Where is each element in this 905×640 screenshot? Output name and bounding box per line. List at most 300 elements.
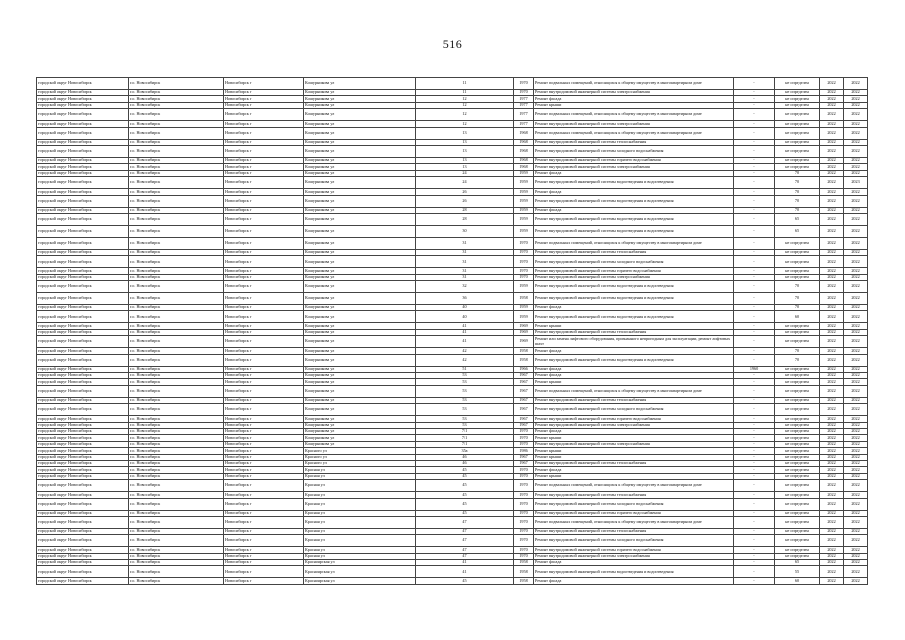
cell-settlement: г.о. Новосибирск bbox=[129, 448, 224, 454]
cell-street: Кошурникова ул bbox=[304, 366, 416, 372]
cell-end: 2022 bbox=[844, 467, 868, 473]
cell-cost: - bbox=[734, 274, 775, 280]
cell-year: 1970 bbox=[514, 249, 534, 255]
cell-work: Ремонт фасада bbox=[534, 428, 734, 434]
cell-cost: - bbox=[734, 127, 775, 139]
cell-work: Ремонт внутридомовой инженерной системы электроснабжения bbox=[534, 164, 734, 170]
cell-locality: Новосибирск г bbox=[224, 145, 304, 157]
cell-cost: - bbox=[734, 249, 775, 255]
cell-work: Ремонт внутридомовой инженерной системы водоотведения и водоотведения bbox=[534, 225, 734, 237]
cell-house: 42 bbox=[416, 348, 514, 354]
cell-work: Ремонт внутридомовой инженерной системы холодного водоснабжения bbox=[534, 535, 734, 547]
cell-street: Кошурникова ул bbox=[304, 379, 416, 385]
cell-cost: - bbox=[734, 305, 775, 311]
cell-street: Кошурникова ул bbox=[304, 249, 416, 255]
cell-house: 53 bbox=[416, 422, 514, 428]
cell-term: 70 bbox=[775, 293, 820, 305]
cell-term: не определен bbox=[775, 249, 820, 255]
cell-locality: Новосибирск г bbox=[224, 293, 304, 305]
cell-term: не определен bbox=[775, 510, 820, 516]
cell-locality: Новосибирск г bbox=[224, 102, 304, 108]
cell-term: 65 bbox=[775, 225, 820, 237]
cell-end: 2023 bbox=[844, 177, 868, 189]
cell-district: городской округ Новосибирск bbox=[37, 281, 129, 293]
cell-settlement: г.о. Новосибирск bbox=[129, 139, 224, 145]
cell-end: 2022 bbox=[844, 528, 868, 534]
cell-settlement: г.о. Новосибирск bbox=[129, 547, 224, 553]
cell-work: Ремонт внутридомовой инженерной системы водоотведения и водоотведения bbox=[534, 566, 734, 578]
cell-year: 1969 bbox=[514, 336, 534, 348]
cell-work: Ремонт крыши bbox=[534, 323, 734, 329]
cell-end: 2022 bbox=[844, 366, 868, 372]
cell-term: не определен bbox=[775, 366, 820, 372]
cell-street: Красного ул bbox=[304, 454, 416, 460]
cell-end: 2022 bbox=[844, 78, 868, 90]
cell-locality: Новосибирск г bbox=[224, 213, 304, 225]
cell-start: 2022 bbox=[820, 373, 844, 379]
cell-year: 1970 bbox=[514, 553, 534, 559]
cell-term: не определен bbox=[775, 448, 820, 454]
cell-locality: Новосибирск г bbox=[224, 467, 304, 473]
cell-street: Кошурникова ул bbox=[304, 281, 416, 293]
cell-end: 2022 bbox=[844, 578, 868, 584]
cell-year: 1970 bbox=[514, 441, 534, 447]
cell-term: не определен bbox=[775, 535, 820, 547]
cell-work: Ремонт фасада bbox=[534, 170, 734, 176]
cell-street: Кошурникова ул bbox=[304, 416, 416, 422]
cell-start: 2022 bbox=[820, 78, 844, 90]
cell-end: 2022 bbox=[844, 547, 868, 553]
cell-settlement: г.о. Новосибирск bbox=[129, 311, 224, 323]
cell-street: Красная ул bbox=[304, 547, 416, 553]
cell-end: 2022 bbox=[844, 189, 868, 195]
cell-end: 2022 bbox=[844, 510, 868, 516]
cell-street: Кошурникова ул bbox=[304, 139, 416, 145]
table-row bbox=[37, 225, 868, 237]
cell-district: городской округ Новосибирск bbox=[37, 207, 129, 213]
cell-settlement: г.о. Новосибирск bbox=[129, 578, 224, 584]
cell-work: Ремонт внутридомовой инженерной системы горячего водоснабжения bbox=[534, 416, 734, 422]
cell-work: Ремонт внутридомовой инженерной системы водоотведения и водоотведения bbox=[534, 195, 734, 207]
cell-locality: Новосибирск г bbox=[224, 560, 304, 566]
cell-settlement: г.о. Новосибирск bbox=[129, 164, 224, 170]
cell-cost: - bbox=[734, 348, 775, 354]
cell-locality: Новосибирск г bbox=[224, 225, 304, 237]
cell-start: 2022 bbox=[820, 256, 844, 268]
cell-term: не определен bbox=[775, 121, 820, 127]
cell-work: Ремонт внутридомовой инженерной системы теплоснабжения bbox=[534, 329, 734, 335]
cell-settlement: г.о. Новосибирск bbox=[129, 397, 224, 403]
cell-district: городской округ Новосибирск bbox=[37, 435, 129, 441]
cell-end: 2022 bbox=[844, 96, 868, 102]
cell-work: Ремонт внутридомовой инженерной системы горячего водоснабжения bbox=[534, 547, 734, 553]
cell-house: 45 bbox=[416, 578, 514, 584]
cell-house: 7/1 bbox=[416, 428, 514, 434]
cell-year: 1969 bbox=[514, 323, 534, 329]
cell-end: 2022 bbox=[844, 329, 868, 335]
cell-term: не определен bbox=[775, 336, 820, 348]
cell-house: 53 bbox=[416, 397, 514, 403]
cell-start: 2022 bbox=[820, 397, 844, 403]
cell-district: городской округ Новосибирск bbox=[37, 422, 129, 428]
cell-year: 1959 bbox=[514, 177, 534, 189]
cell-year: 1958 bbox=[514, 566, 534, 578]
cell-locality: Новосибирск г bbox=[224, 329, 304, 335]
cell-district: городской округ Новосибирск bbox=[37, 354, 129, 366]
cell-year: 1959 bbox=[514, 195, 534, 207]
cell-end: 2022 bbox=[844, 516, 868, 528]
cell-locality: Новосибирск г bbox=[224, 348, 304, 354]
cell-cost: - bbox=[734, 473, 775, 479]
cell-start: 2022 bbox=[820, 435, 844, 441]
cell-settlement: г.о. Новосибирск bbox=[129, 416, 224, 422]
cell-work: Ремонт внутридомовой инженерной системы холодного водоснабжения bbox=[534, 498, 734, 510]
cell-cost: - bbox=[734, 547, 775, 553]
cell-house: 45 bbox=[416, 480, 514, 492]
cell-house: 47 bbox=[416, 547, 514, 553]
table-row bbox=[37, 293, 868, 305]
cell-start: 2022 bbox=[820, 553, 844, 559]
cell-district: городской округ Новосибирск bbox=[37, 416, 129, 422]
cell-locality: Новосибирск г bbox=[224, 553, 304, 559]
cell-house: 12 bbox=[416, 121, 514, 127]
cell-street: Кошурникова ул bbox=[304, 305, 416, 311]
cell-year: 1970 bbox=[514, 473, 534, 479]
cell-house: 53 bbox=[416, 385, 514, 397]
cell-settlement: г.о. Новосибирск bbox=[129, 460, 224, 466]
cell-house: 12 bbox=[416, 102, 514, 108]
cell-house: 24 bbox=[416, 170, 514, 176]
cell-year: 1970 bbox=[514, 78, 534, 90]
cell-end: 2022 bbox=[844, 416, 868, 422]
cell-house: 31 bbox=[416, 256, 514, 268]
cell-locality: Новосибирск г bbox=[224, 547, 304, 553]
cell-cost: - bbox=[734, 281, 775, 293]
cell-district: городской округ Новосибирск bbox=[37, 249, 129, 255]
cell-year: 1967 bbox=[514, 416, 534, 422]
cell-settlement: г.о. Новосибирск bbox=[129, 109, 224, 121]
cell-cost: - bbox=[734, 90, 775, 96]
cell-term: не определен bbox=[775, 528, 820, 534]
cell-street: Кошурникова ул bbox=[304, 189, 416, 195]
cell-term: не определен bbox=[775, 78, 820, 90]
cell-start: 2022 bbox=[820, 311, 844, 323]
cell-cost: - bbox=[734, 311, 775, 323]
cell-street: Кошурникова ул bbox=[304, 145, 416, 157]
cell-locality: Новосибирск г bbox=[224, 177, 304, 189]
cell-end: 2022 bbox=[844, 256, 868, 268]
cell-start: 2022 bbox=[820, 422, 844, 428]
cell-settlement: г.о. Новосибирск bbox=[129, 329, 224, 335]
table-row bbox=[37, 480, 868, 492]
cell-end: 2022 bbox=[844, 473, 868, 479]
cell-cost: - bbox=[734, 435, 775, 441]
cell-term: не определен bbox=[775, 404, 820, 416]
cell-settlement: г.о. Новосибирск bbox=[129, 78, 224, 90]
cell-cost: - bbox=[734, 560, 775, 566]
cell-street: Красная ул bbox=[304, 473, 416, 479]
cell-term: не определен bbox=[775, 498, 820, 510]
cell-locality: Новосибирск г bbox=[224, 274, 304, 280]
cell-house: 45 bbox=[416, 510, 514, 516]
cell-locality: Новосибирск г bbox=[224, 480, 304, 492]
cell-start: 2022 bbox=[820, 249, 844, 255]
cell-district: городской округ Новосибирск bbox=[37, 516, 129, 528]
cell-street: Кошурникова ул bbox=[304, 404, 416, 416]
cell-house: 47 bbox=[416, 528, 514, 534]
cell-cost: - bbox=[734, 422, 775, 428]
cell-street: Кошурникова ул bbox=[304, 90, 416, 96]
cell-locality: Новосибирск г bbox=[224, 139, 304, 145]
cell-district: городской округ Новосибирск bbox=[37, 428, 129, 434]
cell-street: Кошурникова ул bbox=[304, 225, 416, 237]
cell-end: 2022 bbox=[844, 454, 868, 460]
cell-house: 51 bbox=[416, 366, 514, 372]
cell-district: городской округ Новосибирск bbox=[37, 329, 129, 335]
cell-end: 2022 bbox=[844, 553, 868, 559]
cell-end: 2022 bbox=[844, 422, 868, 428]
cell-start: 2022 bbox=[820, 121, 844, 127]
cell-year: 1959 bbox=[514, 225, 534, 237]
cell-street: Красная ул bbox=[304, 480, 416, 492]
cell-district: городской округ Новосибирск bbox=[37, 90, 129, 96]
cell-cost: - bbox=[734, 373, 775, 379]
cell-cost: - bbox=[734, 293, 775, 305]
cell-settlement: г.о. Новосибирск bbox=[129, 177, 224, 189]
cell-district: городской округ Новосибирск bbox=[37, 293, 129, 305]
cell-district: городской округ Новосибирск bbox=[37, 195, 129, 207]
cell-cost: - bbox=[734, 498, 775, 510]
cell-term: 60 bbox=[775, 311, 820, 323]
cell-street: Кошурникова ул bbox=[304, 311, 416, 323]
cell-district: городской округ Новосибирск bbox=[37, 189, 129, 195]
cell-term: не определен bbox=[775, 139, 820, 145]
cell-start: 2022 bbox=[820, 96, 844, 102]
cell-locality: Новосибирск г bbox=[224, 127, 304, 139]
cell-work: Ремонт подвальных помещений, относящихся к общему имуществу в многоквартирном доме bbox=[534, 385, 734, 397]
cell-locality: Новосибирск г bbox=[224, 164, 304, 170]
cell-house: 30 bbox=[416, 225, 514, 237]
cell-start: 2022 bbox=[820, 441, 844, 447]
cell-start: 2022 bbox=[820, 354, 844, 366]
cell-term: не определен bbox=[775, 268, 820, 274]
cell-end: 2022 bbox=[844, 323, 868, 329]
cell-street: Красная ул bbox=[304, 492, 416, 498]
cell-cost: - bbox=[734, 385, 775, 397]
cell-district: городской округ Новосибирск bbox=[37, 467, 129, 473]
cell-end: 2022 bbox=[844, 164, 868, 170]
cell-end: 2022 bbox=[844, 127, 868, 139]
cell-work: Ремонт внутридомовой инженерной системы электроснабжения bbox=[534, 553, 734, 559]
cell-cost: - bbox=[734, 78, 775, 90]
cell-cost: - bbox=[734, 441, 775, 447]
cell-house: 26 bbox=[416, 189, 514, 195]
cell-street: Красная ул bbox=[304, 510, 416, 516]
cell-house: 45 bbox=[416, 473, 514, 479]
cell-year: 1968 bbox=[514, 164, 534, 170]
cell-house: 13 bbox=[416, 145, 514, 157]
cell-district: городской округ Новосибирск bbox=[37, 560, 129, 566]
cell-district: городской округ Новосибирск bbox=[37, 237, 129, 249]
cell-start: 2022 bbox=[820, 225, 844, 237]
cell-work: Ремонт фасада bbox=[534, 366, 734, 372]
cell-locality: Новосибирск г bbox=[224, 385, 304, 397]
cell-locality: Новосибирск г bbox=[224, 428, 304, 434]
cell-house: 26 bbox=[416, 195, 514, 207]
cell-term: не определен bbox=[775, 397, 820, 403]
cell-work: Ремонт крыши bbox=[534, 435, 734, 441]
cell-start: 2022 bbox=[820, 177, 844, 189]
cell-cost: - bbox=[734, 189, 775, 195]
cell-end: 2022 bbox=[844, 348, 868, 354]
cell-work: Ремонт внутридомовой инженерной системы горячего водоснабжения bbox=[534, 157, 734, 163]
cell-cost: - bbox=[734, 510, 775, 516]
cell-cost: - bbox=[734, 428, 775, 434]
cell-district: городской округ Новосибирск bbox=[37, 305, 129, 311]
cell-end: 2022 bbox=[844, 498, 868, 510]
cell-house: 53 bbox=[416, 373, 514, 379]
cell-work: Ремонт крыши bbox=[534, 379, 734, 385]
cell-year: 1970 bbox=[514, 90, 534, 96]
cell-cost: - bbox=[734, 578, 775, 584]
cell-end: 2022 bbox=[844, 249, 868, 255]
cell-settlement: г.о. Новосибирск bbox=[129, 90, 224, 96]
cell-end: 2022 bbox=[844, 102, 868, 108]
cell-year: 1959 bbox=[514, 189, 534, 195]
cell-locality: Новосибирск г bbox=[224, 237, 304, 249]
cell-district: городской округ Новосибирск bbox=[37, 373, 129, 379]
cell-street: Кошурникова ул bbox=[304, 373, 416, 379]
cell-locality: Новосибирск г bbox=[224, 448, 304, 454]
cell-house: 13 bbox=[416, 164, 514, 170]
cell-year: 1959 bbox=[514, 305, 534, 311]
cell-house: 31 bbox=[416, 237, 514, 249]
page-number: 516 bbox=[442, 37, 463, 51]
cell-settlement: г.о. Новосибирск bbox=[129, 373, 224, 379]
cell-house: 47 bbox=[416, 535, 514, 547]
cell-cost: - bbox=[734, 121, 775, 127]
cell-start: 2022 bbox=[820, 528, 844, 534]
cell-house: 31 bbox=[416, 274, 514, 280]
cell-house: 47 bbox=[416, 553, 514, 559]
cell-year: 1970 bbox=[514, 528, 534, 534]
cell-start: 2022 bbox=[820, 404, 844, 416]
cell-street: Кошурникова ул bbox=[304, 397, 416, 403]
cell-house: 12 bbox=[416, 96, 514, 102]
cell-work: Ремонт подвальных помещений, относящихся к общему имуществу в многоквартирном доме bbox=[534, 127, 734, 139]
cell-settlement: г.о. Новосибирск bbox=[129, 366, 224, 372]
cell-settlement: г.о. Новосибирск bbox=[129, 379, 224, 385]
cell-work: Ремонт крыши bbox=[534, 473, 734, 479]
cell-year: 1968 bbox=[514, 139, 534, 145]
cell-settlement: г.о. Новосибирск bbox=[129, 498, 224, 510]
cell-work: Ремонт внутридомовой инженерной системы теплоснабжения bbox=[534, 397, 734, 403]
cell-settlement: г.о. Новосибирск bbox=[129, 305, 224, 311]
cell-term: 65 bbox=[775, 213, 820, 225]
cell-settlement: г.о. Новосибирск bbox=[129, 348, 224, 354]
cell-locality: Новосибирск г bbox=[224, 305, 304, 311]
cell-end: 2022 bbox=[844, 385, 868, 397]
cell-street: Кошурникова ул bbox=[304, 102, 416, 108]
cell-term: 65 bbox=[775, 560, 820, 566]
cell-house: 53 bbox=[416, 404, 514, 416]
cell-year: 1967 bbox=[514, 460, 534, 466]
cell-street: Красная ул bbox=[304, 553, 416, 559]
cell-house: 13 bbox=[416, 139, 514, 145]
cell-district: городской округ Новосибирск bbox=[37, 139, 129, 145]
cell-locality: Новосибирск г bbox=[224, 454, 304, 460]
cell-district: городской округ Новосибирск bbox=[37, 528, 129, 534]
cell-year: 1967 bbox=[514, 422, 534, 428]
cell-district: городской округ Новосибирск bbox=[37, 348, 129, 354]
cell-settlement: г.о. Новосибирск bbox=[129, 237, 224, 249]
cell-term: не определен bbox=[775, 416, 820, 422]
cell-start: 2022 bbox=[820, 127, 844, 139]
cell-district: городской округ Новосибирск bbox=[37, 311, 129, 323]
cell-work: Ремонт внутридомовой инженерной системы теплоснабжения bbox=[534, 460, 734, 466]
cell-locality: Новосибирск г bbox=[224, 281, 304, 293]
cell-year: 1970 bbox=[514, 547, 534, 553]
cell-settlement: г.о. Новосибирск bbox=[129, 157, 224, 163]
table-row bbox=[37, 256, 868, 268]
cell-cost: - bbox=[734, 336, 775, 348]
cell-work: Ремонт внутридомовой инженерной системы холодного водоснабжения bbox=[534, 404, 734, 416]
cell-work: Ремонт подвальных помещений, относящихся к общему имуществу в многоквартирном доме bbox=[534, 109, 734, 121]
cell-settlement: г.о. Новосибирск bbox=[129, 96, 224, 102]
cell-street: Кошурникова ул bbox=[304, 323, 416, 329]
table-row bbox=[37, 145, 868, 157]
cell-street: Красная ул bbox=[304, 528, 416, 534]
cell-start: 2022 bbox=[820, 90, 844, 96]
cell-end: 2022 bbox=[844, 441, 868, 447]
cell-year: 1968 bbox=[514, 145, 534, 157]
cell-term: 60 bbox=[775, 578, 820, 584]
cell-locality: Новосибирск г bbox=[224, 578, 304, 584]
cell-house: 32 bbox=[416, 281, 514, 293]
cell-cost: - bbox=[734, 553, 775, 559]
cell-start: 2022 bbox=[820, 157, 844, 163]
cell-locality: Новосибирск г bbox=[224, 311, 304, 323]
cell-end: 2022 bbox=[844, 213, 868, 225]
cell-term: не определен bbox=[775, 547, 820, 553]
cell-work: Ремонт подвальных помещений, относящихся к общему имуществу в многоквартирном доме bbox=[534, 78, 734, 90]
cell-term: не определен bbox=[775, 385, 820, 397]
cell-year: 1986 bbox=[514, 448, 534, 454]
cell-end: 2022 bbox=[844, 293, 868, 305]
cell-district: городской округ Новосибирск bbox=[37, 441, 129, 447]
cell-term: не определен bbox=[775, 164, 820, 170]
cell-work: Ремонт внутридомовой инженерной системы теплоснабжения bbox=[534, 139, 734, 145]
cell-start: 2022 bbox=[820, 385, 844, 397]
cell-district: городской округ Новосибирск bbox=[37, 127, 129, 139]
cell-term: не определен bbox=[775, 435, 820, 441]
cell-start: 2022 bbox=[820, 535, 844, 547]
cell-cost: - bbox=[734, 516, 775, 528]
cell-district: городской округ Новосибирск bbox=[37, 157, 129, 163]
cell-term: не определен bbox=[775, 516, 820, 528]
cell-settlement: г.о. Новосибирск bbox=[129, 510, 224, 516]
cell-year: 1959 bbox=[514, 207, 534, 213]
cell-settlement: г.о. Новосибирск bbox=[129, 256, 224, 268]
table-row bbox=[37, 516, 868, 528]
cell-start: 2022 bbox=[820, 336, 844, 348]
cell-house: 28 bbox=[416, 213, 514, 225]
cell-house: 13 bbox=[416, 157, 514, 163]
cell-settlement: г.о. Новосибирск bbox=[129, 354, 224, 366]
cell-term: не определен bbox=[775, 460, 820, 466]
cell-house: 53 bbox=[416, 416, 514, 422]
cell-locality: Новосибирск г bbox=[224, 422, 304, 428]
